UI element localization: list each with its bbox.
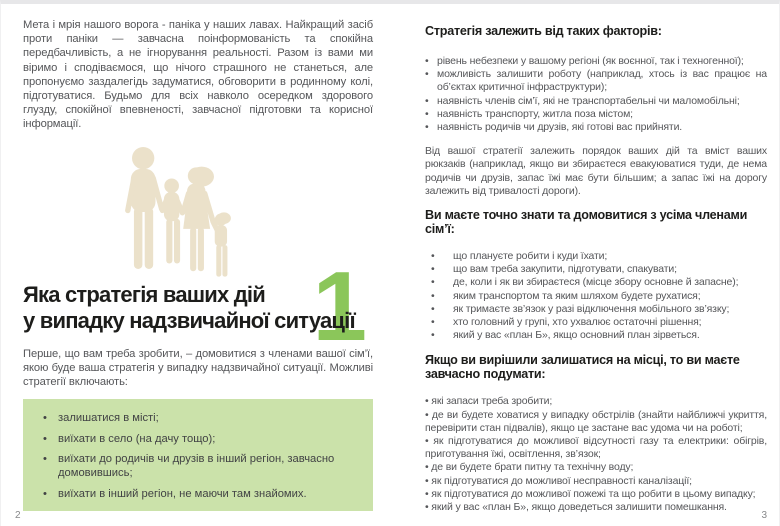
agreement-list [431,250,767,342]
page-left [1,4,391,526]
list-item: • виїхати в інший регіон, не маючи там знайомих. [43,487,357,501]
list-item: • де, коли і як ви збираєтеся (місце збору основне й запасне); [431,276,767,289]
intro-paragraph: Мета і мрія нашого ворога - паніка у наших лавах. Найкращий засіб проти паніки — завчасна поінформованість та спокійна передбачливість, а не ігнорування реальності. Разом із вами ми віримо і сподіваємося, що нічого страшного не станеться, але пропонуємо заздалегідь задуматися, обговорити в родинному колі, підготуватися. Будьмо для всіх навколо осередком здорового глузду, спокійної впевненості, завчасної підготовки та корисної інформації. [23,19,373,131]
factors-list [425,55,767,134]
list-item: • що вам треба закупити, підготувати, спакувати; [431,263,767,276]
chapter-header [23,250,373,361]
page-number-left: 2 [15,510,21,521]
chapter-number: 1 [312,250,363,361]
list-item: • як підготуватися до можливої відсутності газу та електрики: обігрів, приготування їжі, освітлення, зв’язок; [425,435,767,461]
list-item: • виїхати в село (на дачу тощо); [43,432,357,446]
lead-paragraph: Перше, що вам треба зробити, – домовитися з членами вашої сім’ї, якою буде ваша стратегія у випадку надзвичайної ситуації. Можливі стратегії включають: [23,347,373,389]
list-item: • як підготуватися до можливої несправності каналізації; [425,475,767,488]
chapter-title [23,282,373,334]
list-item: • що плануєте робити і куди їхати; [431,250,767,263]
list-item: • можливість залишити роботу (наприклад, хтось із вас працює на об’єктах критичної інфраструктури); [425,68,767,94]
list-item: • де ви будете ховатися у випадку обстрілів (знайти найближчі укриття, перевірити стан підвалів), якщо це застане вас удома чи на роботі; [425,409,767,435]
list-item: • виїхати до родичів чи друзів в інший регіон, завчасно домовившись; [43,452,357,480]
chapter-title-line2: у випадку надзвичайної ситуації [23,307,355,333]
section-heading-factors: Стратегія залежить від таких факторів: [425,24,662,38]
chapter-title-line1: Яка стратегія ваших дій [23,281,265,307]
stay-list [425,395,767,514]
list-item: • який у вас «план Б», якщо основний план зірветься. [431,329,767,342]
list-item: • залишатися в місті; [43,411,357,425]
list-item: • які запаси треба зробити; [425,395,767,408]
list-item: • хто головний у групі, хто ухвалює остаточні рішення; [431,316,767,329]
strategy-options-box [23,399,373,511]
list-item: • наявність транспорту, житла поза містом; [425,108,767,121]
page-right [391,4,780,526]
page-number-right: 3 [761,510,767,521]
section-heading-stay: Якщо ви вирішили залишатися на місці, то ви маєте завчасно подумати: [425,353,740,382]
list-item: • наявність членів сім’ї, які не транспортабельні чи маломобільні; [425,95,767,108]
note-paragraph: Від вашої стратегії залежить порядок ваших дій та вміст ваших рюкзаків (наприклад, якщо ви збираєтеся евакуюватися туди, де нема родичів чи друзів, запас їжі має бути більшим; а запас їжі на дорогу залежить від тривалості дороги). [425,145,767,197]
list-item: • рівень небезпеки у вашому регіоні (як воєнної, так і техногенної); [425,55,767,68]
list-item: • яким транспортом та яким шляхом будете рухатися; [431,290,767,303]
list-item: • як підготуватися до можливої пожежі та що робити в цьому випадку; [425,488,767,501]
list-item: • де ви будете брати питну та технічну воду; [425,461,767,474]
strategy-options-list [43,411,357,501]
list-item: • який у вас «план Б», якщо доведеться залишити помешкання. [425,501,767,514]
section-heading-agreement: Ви маєте точно знати та домовитися з усіма членами сім’ї: [425,208,748,237]
list-item: • наявність родичів чи друзів, які готові вас прийняти. [425,121,767,134]
list-item: • як тримаєте зв’язок у разі відключення мобільного зв’язку; [431,303,767,316]
